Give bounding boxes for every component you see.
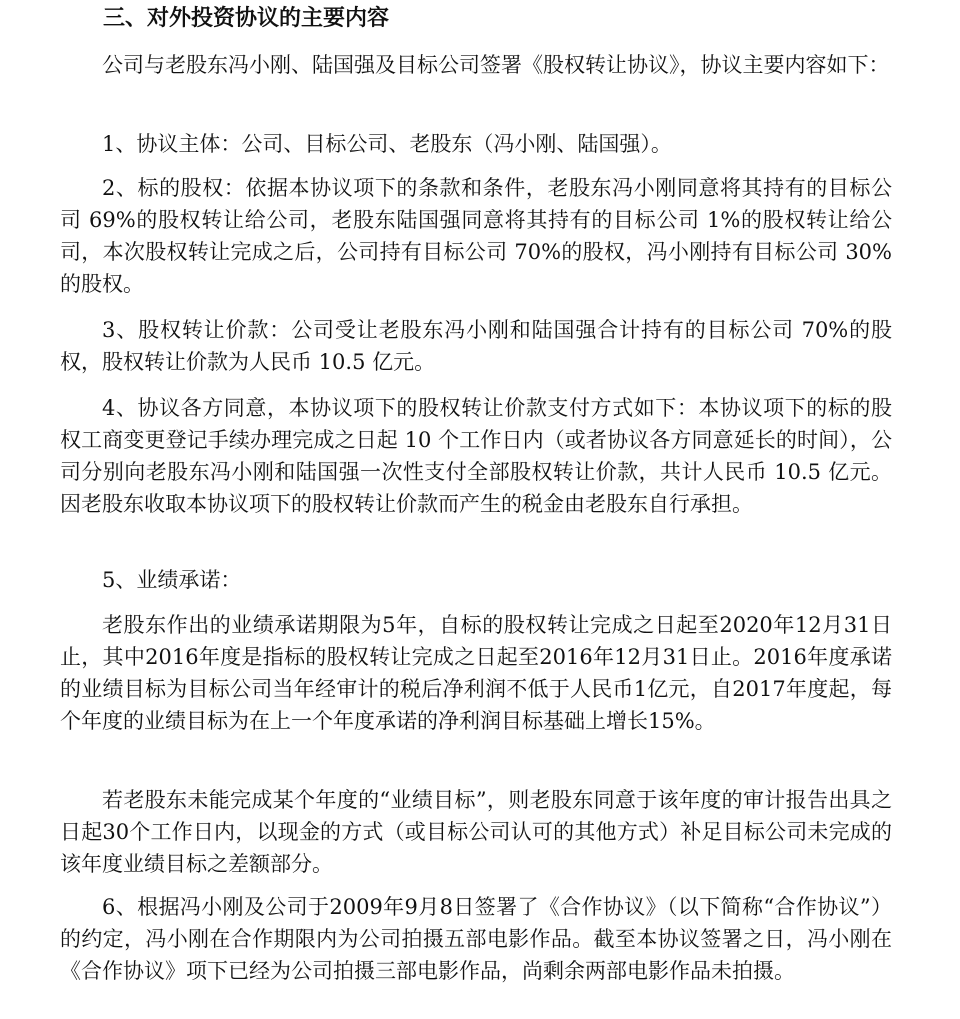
paragraph-item-6: 6、根据冯小刚及公司于2009年9月8日签署了《合作协议》（以下简称“合作协议”）的约定，冯小刚在合作期限内为公司拍摄五部电影作品。截至本协议签署之日，冯小刚在《合作协议》项下已经为公司拍摄三部电影作品，尚剩余两部电影作品未拍摄。 — [60, 895, 892, 983]
paragraph-item-4: 4、协议各方同意，本协议项下的股权转让价款支付方式如下：本协议项下的标的股权工商变更登记手续办理完成之日起 10 个工作日内（或者协议各方同意延长的时间），公司分别向老股东冯小刚和陆国强一次性支付全部股权转让价款，共计人民币 10.5 亿元。因老股东收取本协议项下的股权转让价款而产生的税金由老股东自行承担。 — [60, 396, 892, 516]
paragraph-intro: 公司与老股东冯小刚、陆国强及目标公司签署《股权转让协议》，协议主要内容如下： — [102, 53, 890, 77]
paragraph-compensation: 若老股东未能完成某个年度的“业绩目标”，则老股东同意于该年度的审计报告出具之日起30个工作日内，以现金的方式（或目标公司认可的其他方式）补足目标公司未完成的该年度业绩目标之差额部分。 — [60, 788, 892, 876]
paragraph-item-3: 3、股权转让价款：公司受让老股东冯小刚和陆国强合计持有的目标公司 70%的股权，股权转让价款为人民币 10.5 亿元。 — [60, 318, 892, 374]
paragraph-item-2: 2、标的股权：依据本协议项下的条款和条件，老股东冯小刚同意将其持有的目标公司 69%的股权转让给公司，老股东陆国强同意将其持有的目标公司 1%的股权转让给公司，本次股权转让完成之后，公司持有目标公司 70%的股权，冯小刚持有目标公司 30%的股权。 — [60, 176, 892, 296]
paragraph-performance-commitment: 老股东作出的业绩承诺期限为5年，自标的股权转让完成之日起至2020年12月31日止，其中2016年度是指标的股权转让完成之日起至2016年12月31日止。2016年度承诺的业绩目标为目标公司当年经审计的税后净利润不低于人民币1亿元，自2017年度起，每个年度的业绩目标为在上一个年度承诺的净利润目标基础上增长15%。 — [60, 613, 892, 733]
paragraph-item-5: 5、业绩承诺： — [102, 568, 242, 592]
section-heading: 三、对外投资协议的主要内容 — [103, 5, 390, 31]
paragraph-item-1: 1、协议主体：公司、目标公司、老股东（冯小刚、陆国强）。 — [102, 132, 672, 156]
